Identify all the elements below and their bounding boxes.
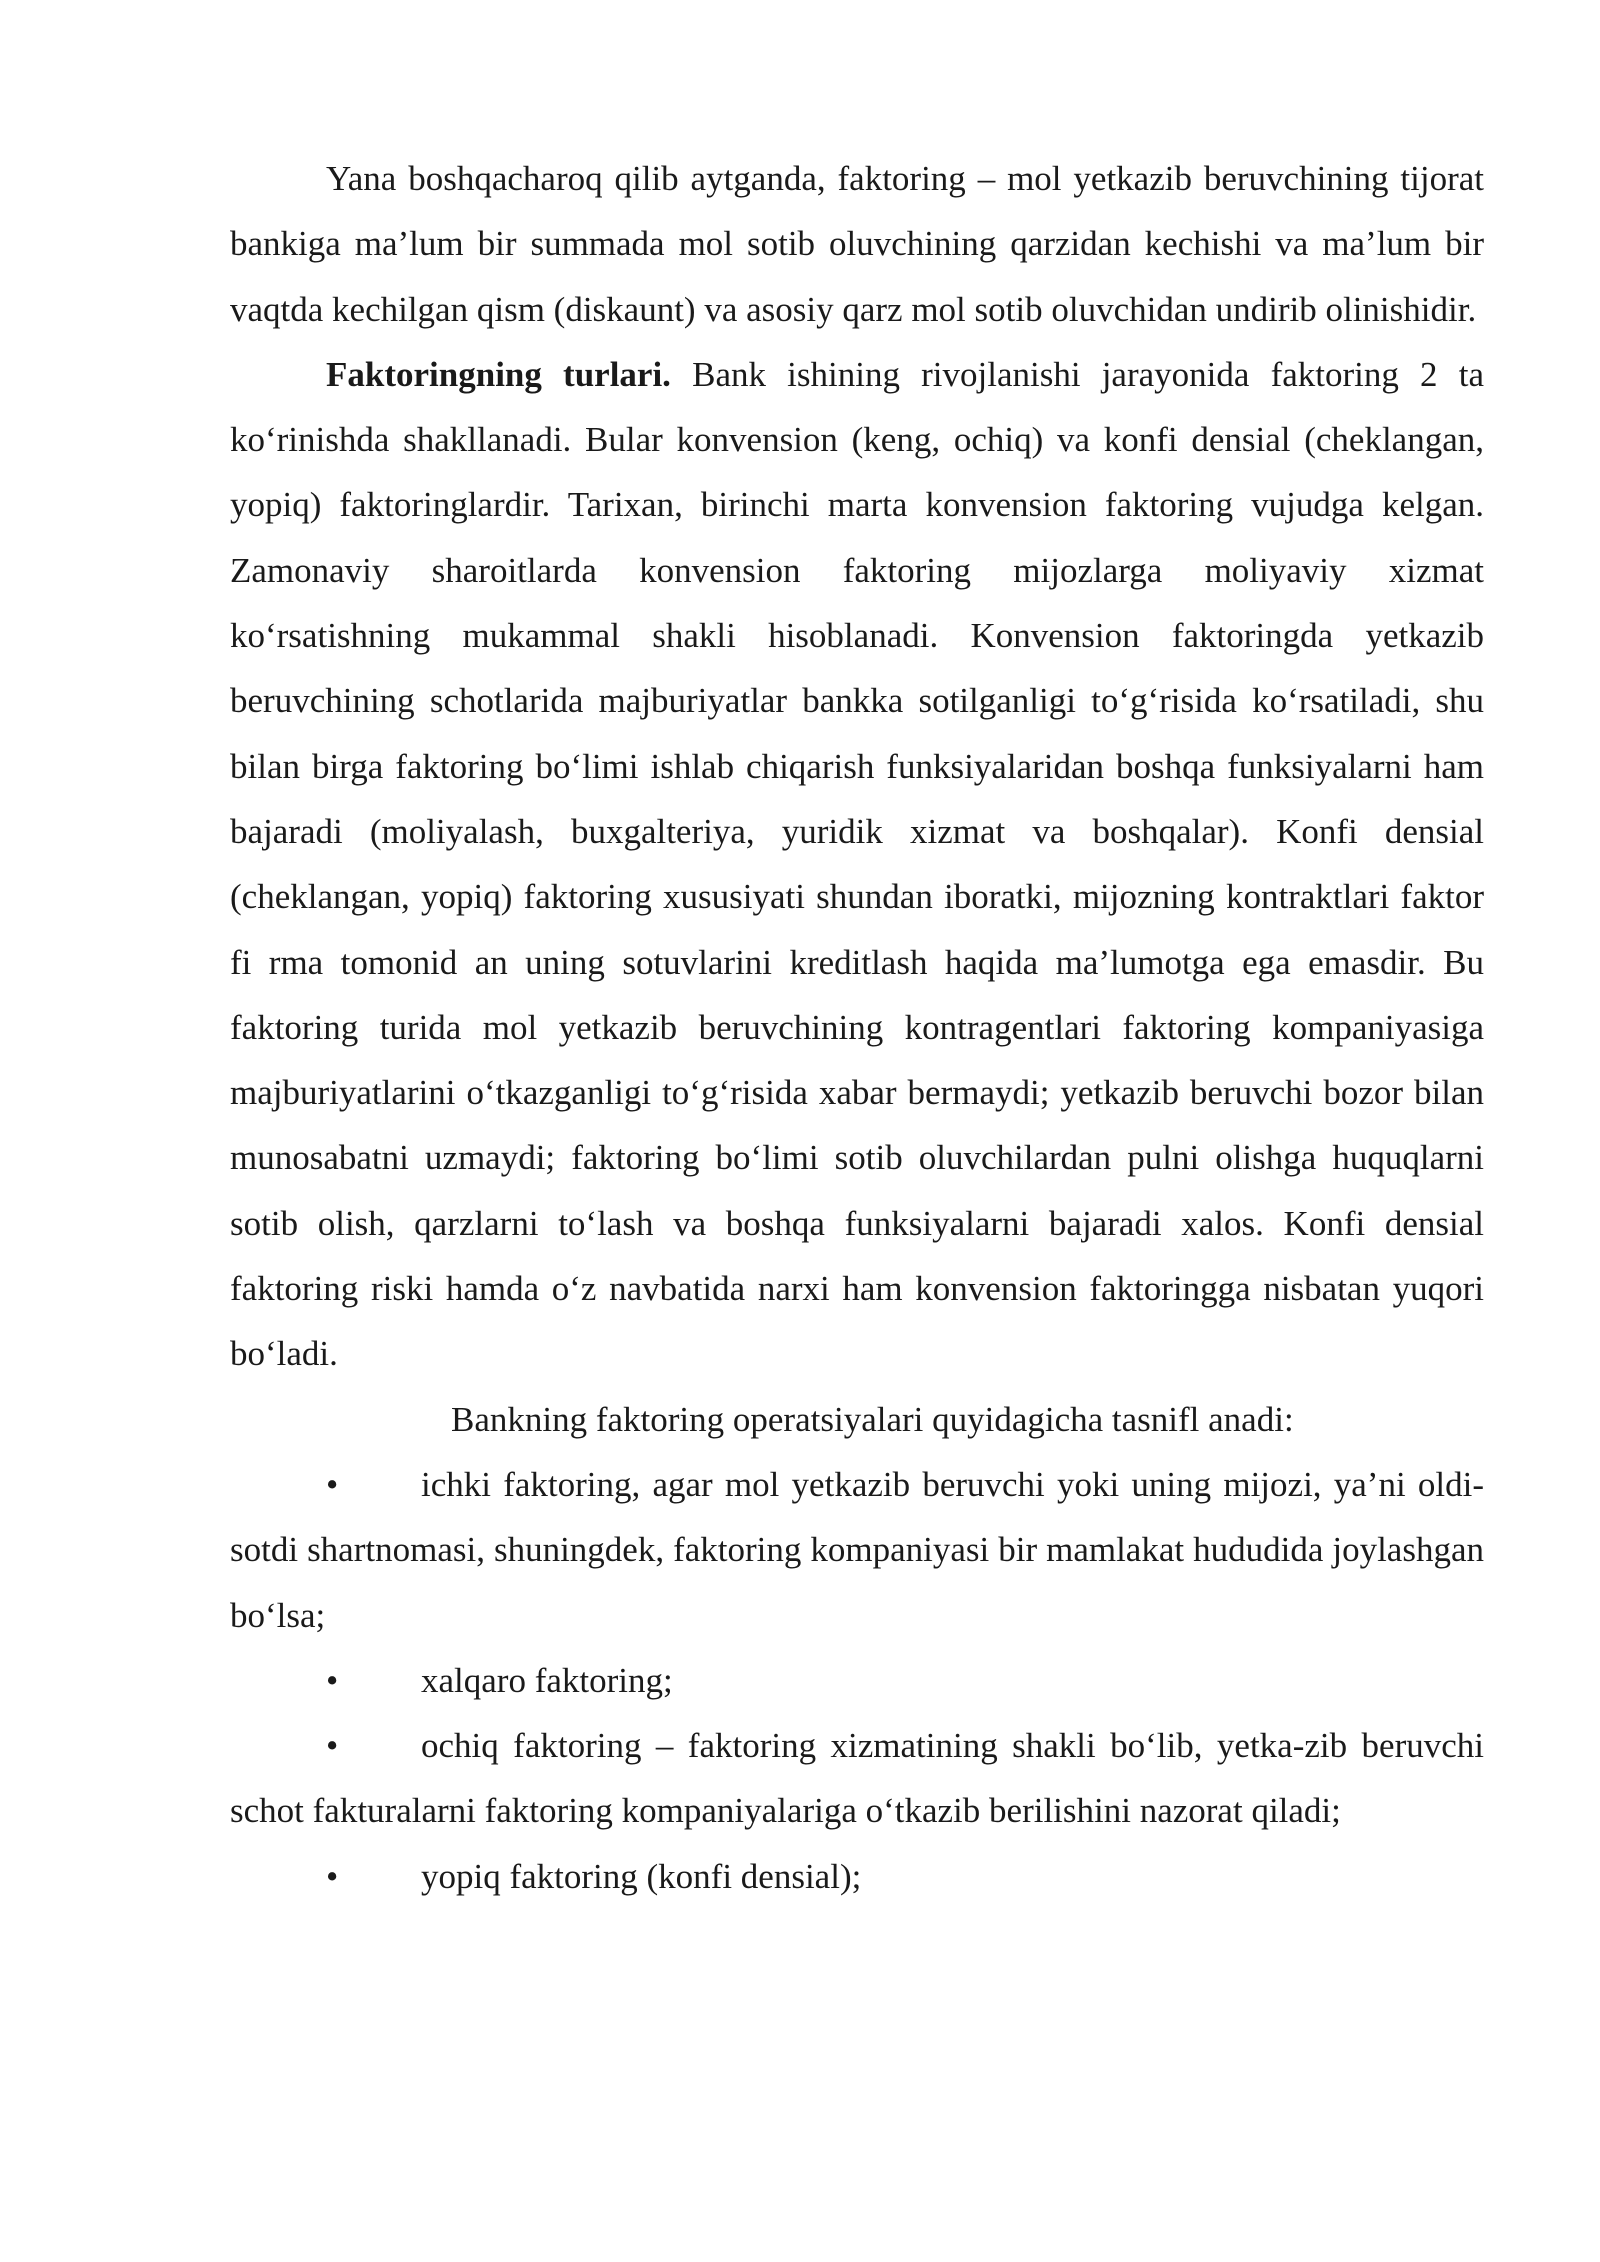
list-item bbox=[230, 1648, 1484, 1713]
document-page bbox=[230, 146, 1484, 1909]
bullet-marker: • bbox=[326, 1464, 339, 1504]
list-item-text: ochiq faktoring – faktoring xizmatining shakli bo‘lib, yetka-zib beruvchi schot fakturalarni faktoring kompaniyalariga o‘tkazib berilishini nazorat qiladi; bbox=[230, 1726, 1484, 1831]
list-intro: Bankning faktoring operatsiyalari quyidagicha tasnifl anadi: bbox=[451, 1399, 1294, 1439]
list-item-text: yopiq faktoring (konfi densial); bbox=[421, 1856, 862, 1896]
list-item-text: xalqaro faktoring; bbox=[421, 1660, 673, 1700]
paragraph-factoring-types-body: Bank ishining rivojlanishi jarayonida faktoring 2 ta ko‘rinishda shakllanadi. Bular konvension (keng, ochiq) va konfi densial (cheklangan, yopiq) faktoringlardir. Tarixan, birinchi marta konvension faktoring vujudga kelgan. Zamonaviy sharoitlarda konvension faktoring mijozlarga moliyaviy xizmat ko‘rsatishning mukammal shakli hisoblanadi. Konvension faktoringda yetkazib beruvchining schotlarida majburiyatlar bankka sotilganligi to‘g‘risida ko‘rsatiladi, shu bilan birga faktoring bo‘limi ishlab chiqarish funksiyalaridan boshqa funksiyalarni ham bajaradi (moliyalash, buxgalteriya, yuridik xizmat va boshqalar). Konfi densial (cheklangan, yopiq) faktoring xususiyati shundan iboratki, mijozning kontraktlari faktor fi rma tomonid an uning sotuvlarini kreditlash haqida ma’lumotga ega emasdir. Bu faktoring turida mol yetkazib beruvchining kontragentlari faktoring kompaniyasiga majburiyatlarini o‘tkazganligi to‘g‘risida xabar bermaydi; yetkazib beruvchi bozor bilan munosabatni uzmaydi; faktoring bo‘limi sotib oluvchilardan pulni olishga huquqlarni sotib olish, qarzlarni to‘lash va boshqa funksiyalarni bajaradi xalos. Konfi densial faktoring riski hamda o‘z navbatida narxi ham konvension faktoringga nisbatan yuqori bo‘ladi. bbox=[230, 354, 1484, 1374]
list-item bbox=[230, 1844, 1484, 1909]
section-heading: Faktoringning turlari. bbox=[326, 354, 671, 394]
bullet-marker: • bbox=[326, 1856, 339, 1896]
paragraph-factoring-types bbox=[230, 342, 1484, 1387]
bullet-marker: • bbox=[326, 1726, 339, 1766]
bullet-marker: • bbox=[326, 1660, 339, 1700]
list-item-text: ichki faktoring, agar mol yetkazib beruvchi yoki uning mijozi, ya’ni oldi-sotdi shartnomasi, shuningdek, faktoring kompaniyasi bir mamlakat hududida joylashgan bo‘lsa; bbox=[230, 1464, 1484, 1635]
list-item bbox=[230, 1452, 1484, 1648]
list-item bbox=[230, 1713, 1484, 1844]
paragraph-definition: Yana boshqacharoq qilib aytganda, faktoring – mol yetkazib beruvchining tijorat bankiga ma’lum bir summada mol sotib oluvchining qarzidan kechishi va ma’lum bir vaqtda kechilgan qism (diskaunt) va asosiy qarz mol sotib oluvchidan undirib olinishidir. bbox=[230, 159, 1484, 329]
